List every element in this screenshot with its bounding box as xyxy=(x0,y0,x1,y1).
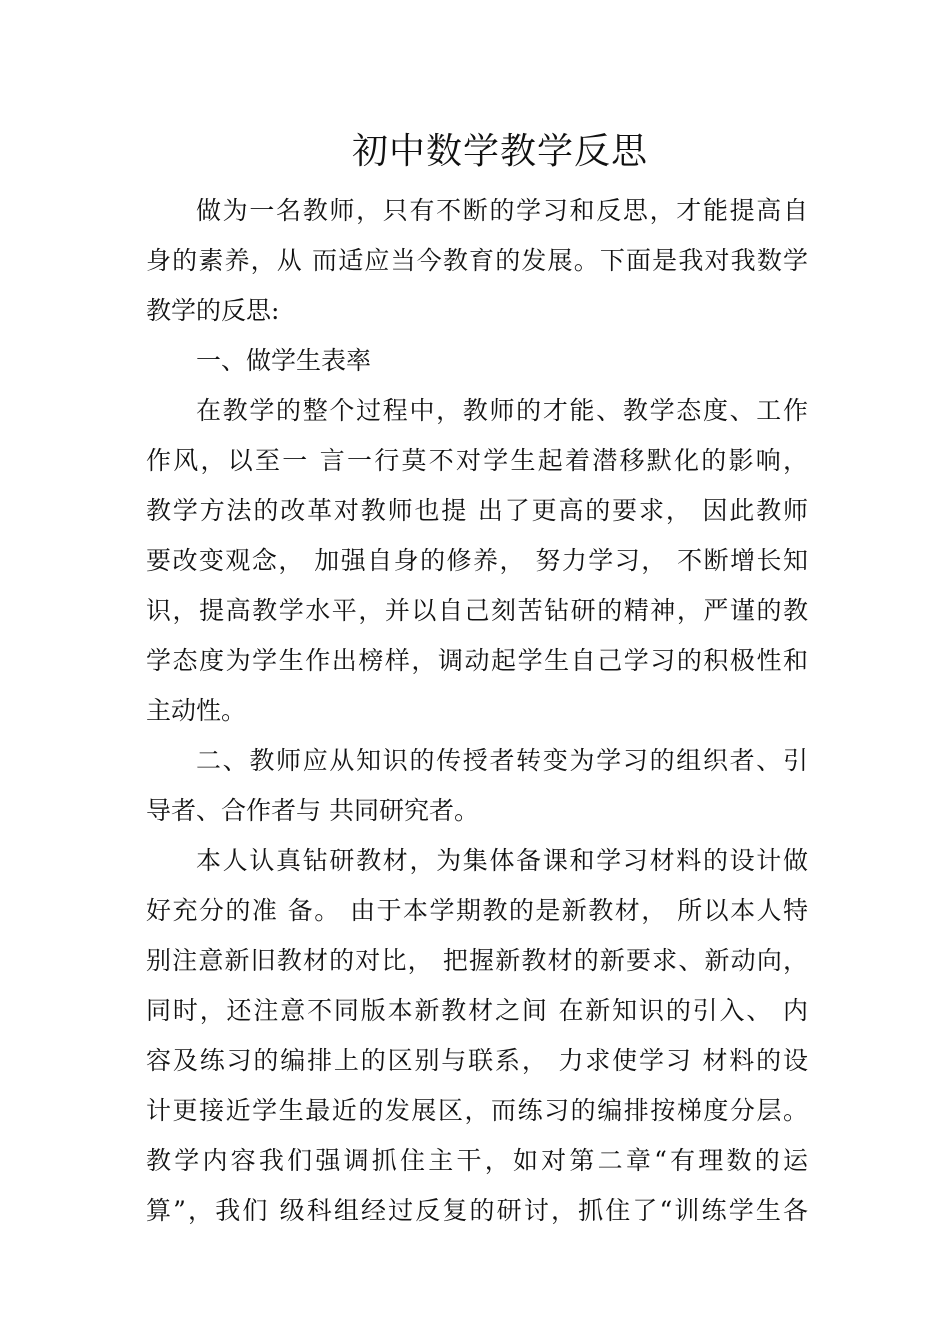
paragraph-line: 本人认真钻研教材，为集体备课和学习材料的设计做 xyxy=(196,846,808,875)
paragraph-line: 教学内容我们强调抓住主干，如对第二章“有理数的运 xyxy=(146,1146,808,1175)
paragraph-line: 在教学的整个过程中，教师的才能、教学态度、工作 xyxy=(196,396,808,425)
paragraph-line: 做为一名教师，只有不断的学习和反思，才能提高自 xyxy=(196,196,808,225)
paragraph-line: 识，提高教学水平，并以自己刻苦钻研的精神，严谨的教 xyxy=(146,596,808,625)
paragraph-line: 同时，还注意不同版本新教材之间 在新知识的引入、 内 xyxy=(146,996,808,1025)
paragraph-line: 主动性。 xyxy=(146,696,247,725)
paragraph-line: 好充分的准 备。 由于本学期教的是新教材， 所以本人特 xyxy=(146,896,808,925)
paragraph-line: 算”，我们 级科组经过反复的研讨，抓住了“训练学生各 xyxy=(146,1196,808,1225)
paragraph-line: 容及练习的编排上的区别与联系， 力求使学习 材料的设 xyxy=(146,1046,808,1075)
document-body xyxy=(146,186,808,1236)
paragraph-line: 作风，以至一 言一行莫不对学生起着潜移默化的影响， xyxy=(146,446,808,475)
paragraph-line: 教学的反思: xyxy=(146,296,280,325)
paragraph-line: 身的素养，从 而适应当今教育的发展。下面是我对我数学 xyxy=(146,246,808,275)
section-heading: 一、做学生表率 xyxy=(196,346,372,375)
section-heading: 二、教师应从知识的传授者转变为学习的组织者、引 xyxy=(196,746,808,775)
paragraph-line: 要改变观念， 加强自身的修养， 努力学习， 不断增长知 xyxy=(146,546,808,575)
paragraph-line: 计更接近学生最近的发展区，而练习的编排按梯度分层。 xyxy=(146,1096,808,1125)
paragraph-line: 别注意新旧教材的对比， 把握新教材的新要求、新动向， xyxy=(146,946,808,975)
paragraph-line: 教学方法的改革对教师也提 出了更高的要求， 因此教师 xyxy=(146,496,808,525)
section-heading: 导者、合作者与 共同研究者。 xyxy=(146,796,479,825)
document-title: 初中数学教学反思 xyxy=(351,131,648,172)
paragraph-line: 学态度为学生作出榜样，调动起学生自己学习的积极性和 xyxy=(146,646,808,675)
